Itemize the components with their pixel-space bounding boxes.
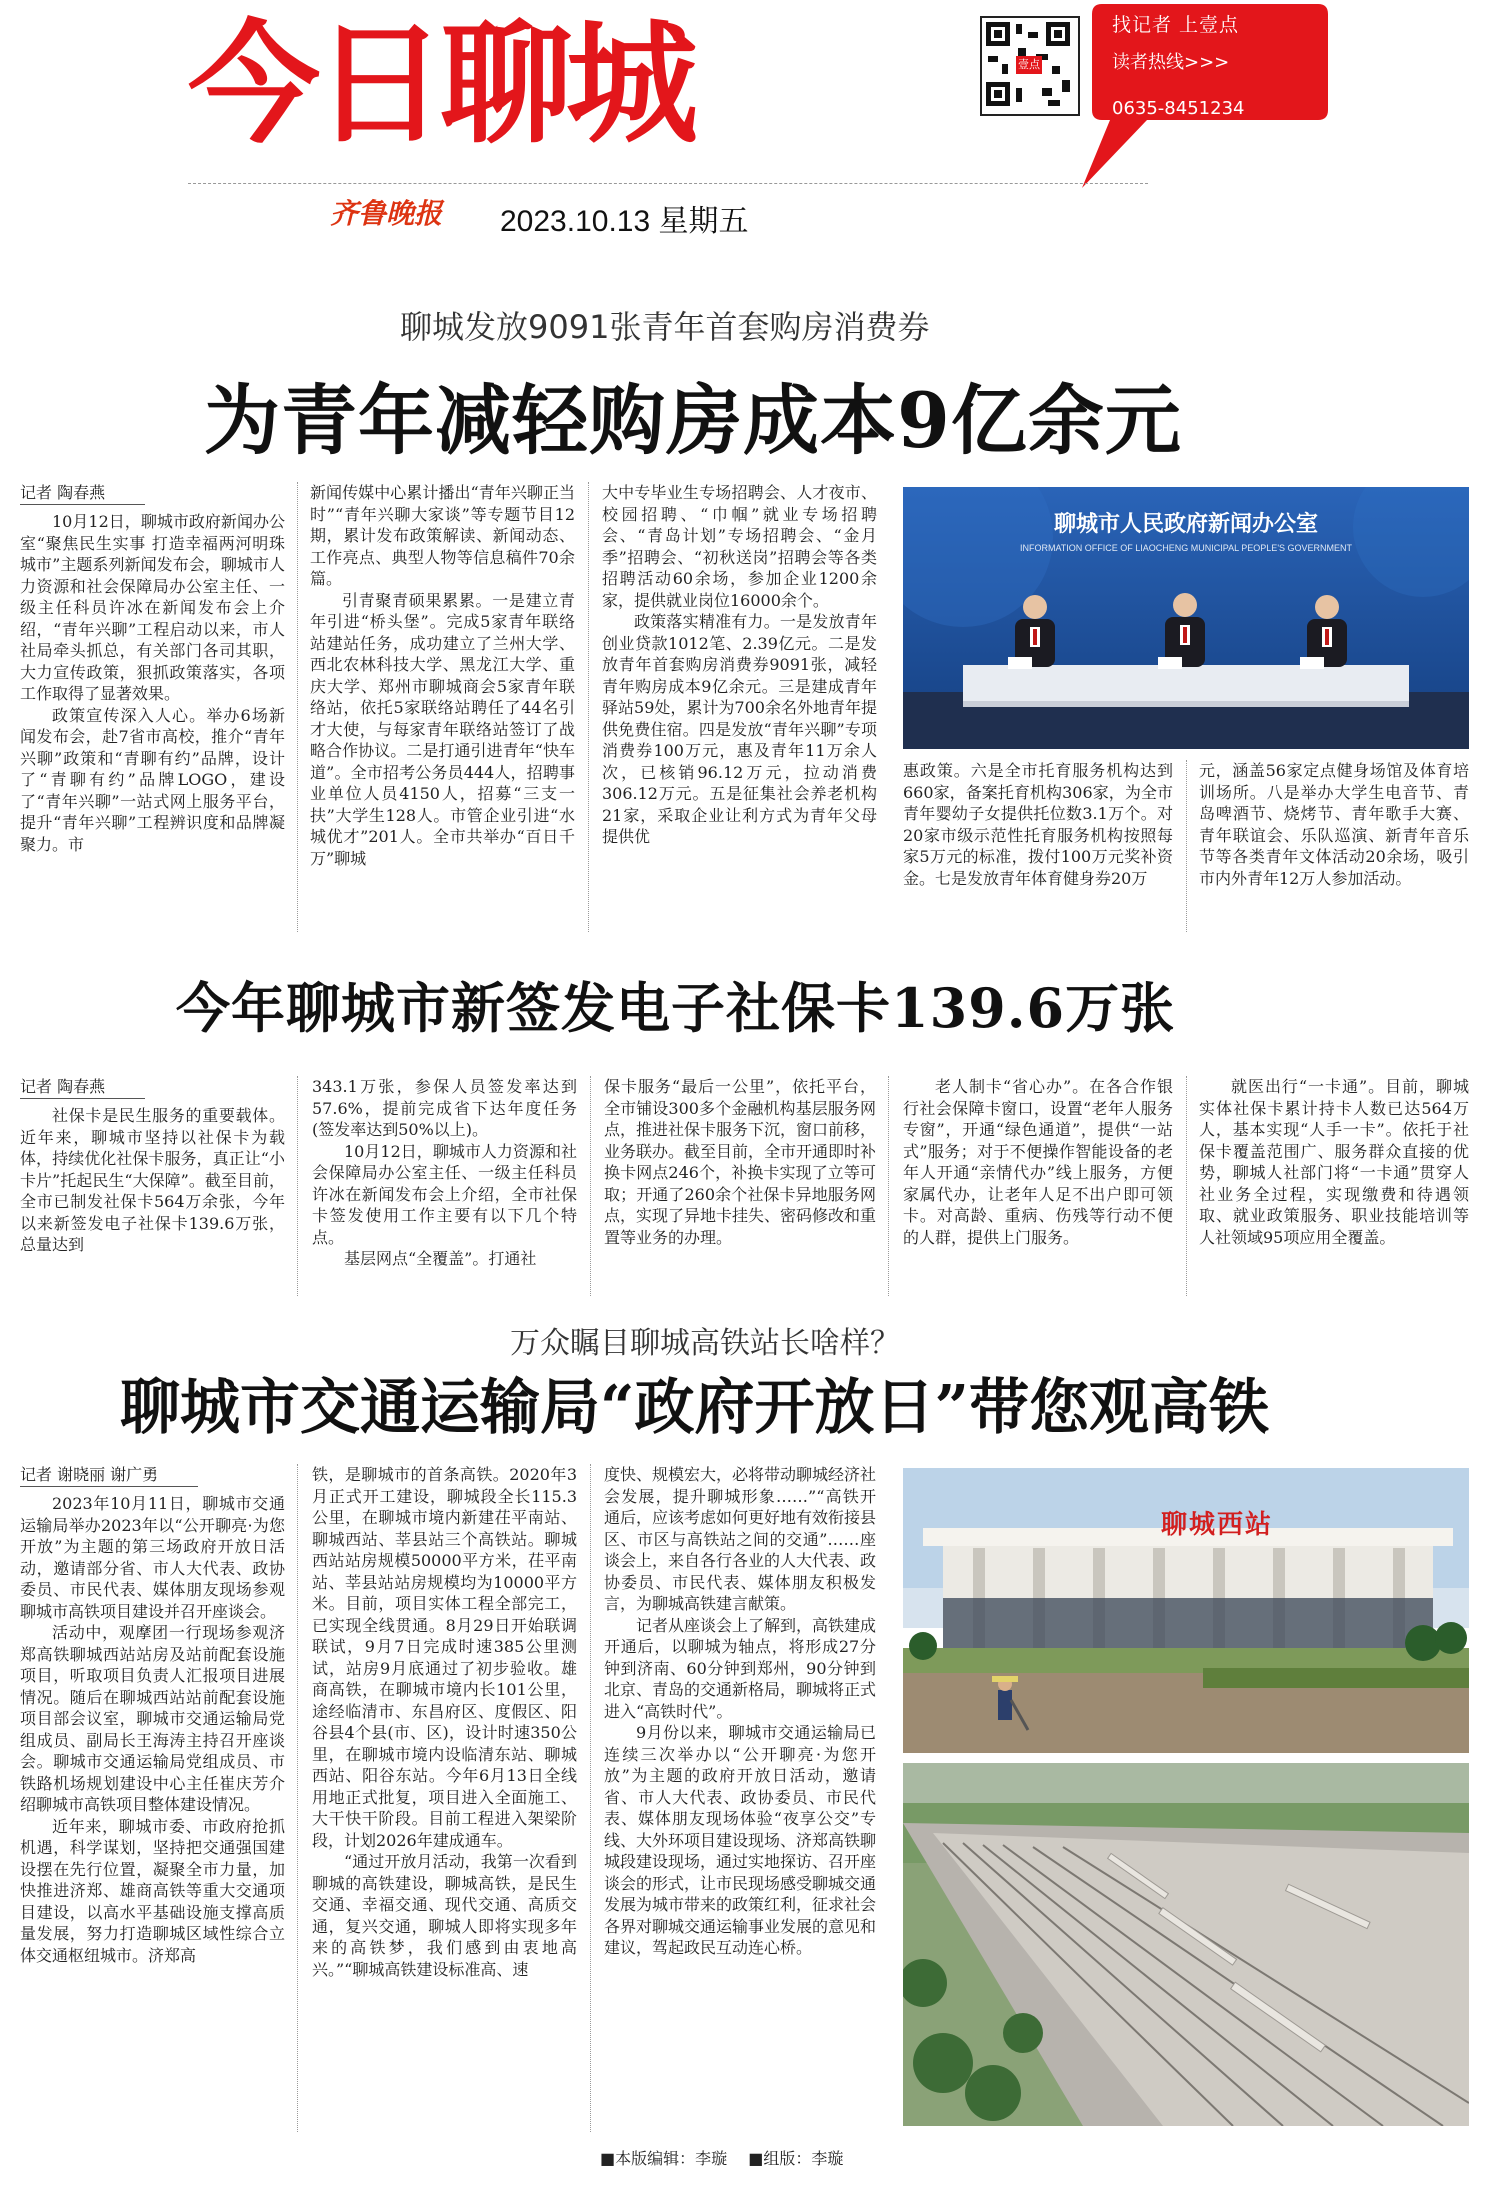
masthead-divider bbox=[188, 183, 1148, 184]
footer-editor: ■本版编辑：李璇 bbox=[600, 2149, 728, 2168]
page-footer bbox=[600, 2146, 843, 2169]
story1-col2-para: 新闻传媒中心累计播出“青年兴聊正当时”“青年兴聊大家谈”等专题节目12期，累计发布政策解读、新闻动态、工作亮点、典型人物等信息稿件70余篇。 bbox=[310, 483, 575, 588]
story3-headline: 聊城市交通运输局“政府开放日”带您观高铁 bbox=[120, 1373, 1270, 1443]
story2-column-3 bbox=[604, 1076, 876, 1296]
story2-col1-para: 社保卡是民生服务的重要载体。近年来，聊城市坚持以社保卡为载体，持续优化社保卡服务，真正让“小卡片”托起民生“大保障”。截至目前，全市已制发社保卡564万余张，今年以来新签发电子社保卡139.6万张，总量达到 bbox=[20, 1106, 285, 1254]
story1-col1-para: 政策宣传深入人心。举办6场新闻发布会，赴7省市高校，推介“青年兴聊”政策和“青聊有约”品牌，设计了“青聊有约”品牌LOGO，建设了“青年兴聊”一站式网上服务平台，提升“青年兴聊”工程辨识度和品牌凝聚力。市 bbox=[20, 705, 285, 854]
bubble-slogan: 找记者 上壹点 bbox=[1112, 14, 1240, 36]
story3-kicker: 万众瞩目聊城高铁站长啥样？ bbox=[510, 1326, 900, 1361]
story3-col2-para: 铁，是聊城市的首条高铁。2020年3月正式开工建设，聊城段全长115.3公里，在聊城市境内新建茌平南站、聊城西站、莘县站三个高铁站。聊城西站站房规模50000平方米，茌平南站、莘县站站房规模均为10000平方米。目前，项目实体工程全部完工，已实现全线贯通。8月29日开始联调联试，9月7日完成时速385公里测试，站房9月底通过了初步验收。雄商高铁，在聊城市境内长101公里，途经临清市、东昌府区、度假区、阳谷县4个县(市、区)，设计时速350公里，在聊城市境内设临清东站、聊城西站、阳谷东站。今年6月13日全线用地正式批复，项目进入全面施工、大干快干阶段。目前工程进入架梁阶段，计划2026年建成通车。 bbox=[312, 1465, 577, 1850]
story1-column-1 bbox=[20, 482, 285, 932]
story1-column-3 bbox=[602, 482, 877, 932]
story1-column-5 bbox=[1199, 760, 1469, 932]
story2-byline: 记者 陶春燕 bbox=[20, 1076, 145, 1099]
footer-layout: ■组版：李璇 bbox=[748, 2149, 844, 2168]
story2-headline: 今年聊城市新签发电子社保卡139.6万张 bbox=[176, 976, 1176, 1040]
story1-col2-para: 引青聚青硕果累累。一是建立青年引进“桥头堡”。完成5家青年联络站建站任务，成功建立了兰州大学、西北农林科技大学、黑龙江大学、重庆大学、郑州市聊城商会5家青年联络站，依托5家联络站聘任了44名引才大使，与每家青年联络站签订了战略合作协议。二是打通引进青年“快车道”。全市招考公务员444人，招聘事业单位人员4150人，招募“三支一扶”大学生128人。市管企业引进“水城优才”201人。全市共举办“百日千万”聊城 bbox=[310, 590, 575, 868]
story3-col3-para: 9月份以来，聊城市交通运输局已连续三次举办以“公开聊亮·为您开放”为主题的政府开放日活动，邀请省、市人大代表、政协委员、市民代表、媒体朋友现场体验“夜享公交”专线、大外环项目建设现场、济郑高铁聊城段建设现场，通过实地探访、召开座谈会的形式，让市民现场感受聊城交通发展为城市带来的政策红利，征求社会各界对聊城交通运输事业发展的意见和建议，驾起政民互动连心桥。 bbox=[604, 1723, 876, 1957]
issue-date: 2023.10.13 星期五 bbox=[500, 205, 749, 238]
paper-name-logo: 齐鲁晚报 bbox=[330, 197, 443, 230]
masthead-title: 今日聊城 bbox=[188, 8, 692, 162]
column-rule bbox=[297, 1464, 298, 2132]
bubble-hotline-label: 读者热线>>> bbox=[1112, 52, 1230, 73]
story3-col1-para: 2023年10月11日，聊城市交通运输局举办2023年以“公开聊亮·为您开放”为主题的第三场政府开放日活动，邀请部分省、市人大代表、政协委员、市民代表、媒体朋友现场参观聊城市高铁项目建设并召开座谈会。 bbox=[20, 1494, 285, 1621]
story1-byline: 记者 陶春燕 bbox=[20, 482, 145, 505]
bubble-phone[interactable]: 0635-8451234 bbox=[1112, 98, 1245, 119]
reader-hotline-bubble bbox=[1092, 0, 1328, 140]
story1-col3-para: 大中专毕业生专场招聘会、人才夜市、校园招聘、“巾帼”就业专场招聘会、“青岛计划”专场招聘会、“金月季”招聘会、“初秋送岗”招聘会等各类招聘活动60余场，参加企业1200余家，提供就业岗位16000余个。 bbox=[602, 483, 877, 610]
story2-column-4 bbox=[903, 1076, 1173, 1296]
story3-column-2 bbox=[312, 1464, 577, 2132]
column-rule bbox=[1186, 760, 1187, 932]
story1-col1-para: 10月12日，聊城市政府新闻办公室“聚焦民生实事 打造幸福两河明珠城市”主题系列新闻发布会，聊城市人力资源和社会保障局办公室主任、一级主任科员许冰在新闻发布会上介绍，“青年兴聊”工程启动以来，市人社局牵头抓总，有关部门各司其职，大力宣传政策，狠抓政策落实，各项工作取得了显著效果。 bbox=[20, 512, 285, 703]
press-conference-photo bbox=[903, 487, 1469, 749]
story3-col2-para: “通过开放月活动，我第一次看到聊城的高铁建设，聊城高铁，是民生交通、幸福交通、现代交通、高质交通，复兴交通，聊城人即将实现多年来的高铁梦，我们感到由衷地高兴。”“聊城高铁建设标准高、速 bbox=[312, 1852, 577, 1979]
story2-col2-para: 343.1万张，参保人员签发率达到57.6%，提前完成省下达年度任务(签发率达到50%以上)。 bbox=[312, 1077, 577, 1139]
story3-col1-para: 活动中，观摩团一行现场参观济郑高铁聊城西站站房及站前配套设施项目，听取项目负责人汇报项目进展情况。随后在聊城西站站前配套设施项目部会议室，聊城市交通运输局党组成员、副局长王海涛主持召开座谈会。聊城市交通运输局党组成员、市铁路机场规划建设中心主任崔庆芳介绍聊城市高铁项目整体建设情况。 bbox=[20, 1623, 285, 1814]
column-rule bbox=[588, 482, 589, 932]
railway-aerial-photo bbox=[903, 1763, 1469, 2126]
story2-col3-para: 保卡服务“最后一公里”，依托平台，全市铺设300多个金融机构基层服务网点，推进社保卡服务下沉，窗口前移，业务联办。截至目前，全市开通即时补换卡网点246个，补换卡实现了立等可取；开通了260余个社保卡异地服务网点，实现了异地卡挂失、密码修改和重置等业务的办理。 bbox=[604, 1077, 876, 1247]
story1-headline: 为青年减轻购房成本9亿余元 bbox=[204, 376, 1182, 465]
story2-col4-para: 老人制卡“省心办”。在各合作银行社会保障卡窗口，设置“老年人服务专窗”，开通“绿色通道”，提供“一站式”服务；对于不便操作智能设备的老年人开通“亲情代办”线上服务，方便家属代办，让老年人足不出户即可领卡。对高龄、重病、伤残等行动不便的人群，提供上门服务。 bbox=[903, 1077, 1173, 1247]
story2-column-1 bbox=[20, 1076, 285, 1296]
story2-col2-para: 10月12日，聊城市人力资源和社会保障局办公室主任、一级主任科员许冰在新闻发布会上介绍，全市社保卡签发使用工作主要有以下几个特点。 bbox=[312, 1141, 577, 1247]
story2-column-2 bbox=[312, 1076, 577, 1296]
photo-banner-title: 聊城市人民政府新闻办公室 bbox=[1053, 512, 1318, 537]
station-sign: 聊城西站 bbox=[1161, 1510, 1274, 1540]
qr-center-logo: 壹点 bbox=[1016, 56, 1042, 74]
story3-column-3 bbox=[604, 1464, 876, 2132]
story1-column-2 bbox=[310, 482, 575, 932]
photo-banner-subtitle: INFORMATION OFFICE OF LIAOCHENG MUNICIPAL PEOPLE'S GOVERNMENT bbox=[1019, 543, 1353, 553]
story1-col5-para: 元，涵盖56家定点健身场馆及体育培训场所。八是举办大学生电音节、青岛啤酒节、烧烤节、青年歌手大赛、青年联谊会、乐队巡演、新青年音乐节等各类青年文体活动20余场，吸引市内外青年12万人参加活动。 bbox=[1199, 761, 1469, 888]
column-rule bbox=[590, 1464, 591, 2132]
story1-col4-para: 惠政策。六是全市托育服务机构达到660家，备案托育机构306家，为全市青年婴幼子女提供托位数3.1万个。对20家市级示范性托育服务机构按照每家5万元的标准，拨付100万元奖补资金。七是发放青年体育健身券20万 bbox=[903, 761, 1173, 888]
story3-col1-para: 近年来，聊城市委、市政府抢抓机遇，科学谋划，坚持把交通强国建设摆在先行位置，凝聚全市力量，加快推进济郑、雄商高铁等重大交通项目建设，以高水平基础设施支撑高质量发展，努力打造聊城区域性综合立体交通枢纽城市。济郑高 bbox=[20, 1816, 285, 1965]
column-rule bbox=[590, 1076, 591, 1296]
story2-col2-para: 基层网点“全覆盖”。打通社 bbox=[344, 1249, 537, 1268]
column-rule bbox=[1186, 1076, 1187, 1296]
story1-kicker: 聊城发放9091张青年首套购房消费券 bbox=[400, 308, 930, 346]
railway-aerial-illustration bbox=[903, 1763, 1469, 2126]
story2-column-5 bbox=[1199, 1076, 1469, 1296]
story3-col3-para: 记者从座谈会上了解到，高铁建成开通后，以聊城为轴点，将形成27分钟到济南、60分钟到郑州，90分钟到北京、青岛的交通新格局，聊城将正式进入“高铁时代”。 bbox=[604, 1615, 876, 1721]
column-rule bbox=[297, 1076, 298, 1296]
story3-byline: 记者 谢晓丽 谢广勇 bbox=[20, 1464, 198, 1487]
story1-col3-para: 政策落实精准有力。一是发放青年创业贷款1012笔、2.39亿元。二是发放青年首套购房消费券9091张，减轻青年购房成本9亿余元。三是建成青年驿站59处，累计为700余名外地青年提供免费住宿。四是发放“青年兴聊”专项消费券100万元，惠及青年11万余人次，已核销96.12万元，拉动消费306.12万元。五是征集社会养老机构21家，采取企业让利方式为青年父母提供优 bbox=[602, 612, 877, 846]
story3-col3-para: 度快、规模宏大，必将带动聊城经济社会发展，提升聊城形象……”“高铁开通后，应该考虑如何更好地有效衔接县区、市区与高铁站之间的交通”……座谈会上，来自各行各业的人大代表、政协委员、市民代表、媒体朋友积极发言，为聊城高铁建言献策。 bbox=[604, 1465, 876, 1613]
column-rule bbox=[297, 482, 298, 932]
story3-column-1 bbox=[20, 1464, 285, 2132]
story2-col5-para: 就医出行“一卡通”。目前，聊城实体社保卡累计持卡人数已达564万人，基本实现“人手一卡”。依托于社保卡覆盖范围广、服务群众直接的优势，聊城人社部门将“一卡通”贯穿人社业务全过程，实现缴费和待遇领取、就业政策服务、职业技能培训等人社领域95项应用全覆盖。 bbox=[1199, 1077, 1469, 1247]
story1-column-4 bbox=[903, 760, 1173, 932]
column-rule bbox=[888, 1076, 889, 1296]
station-photo bbox=[903, 1468, 1469, 1753]
